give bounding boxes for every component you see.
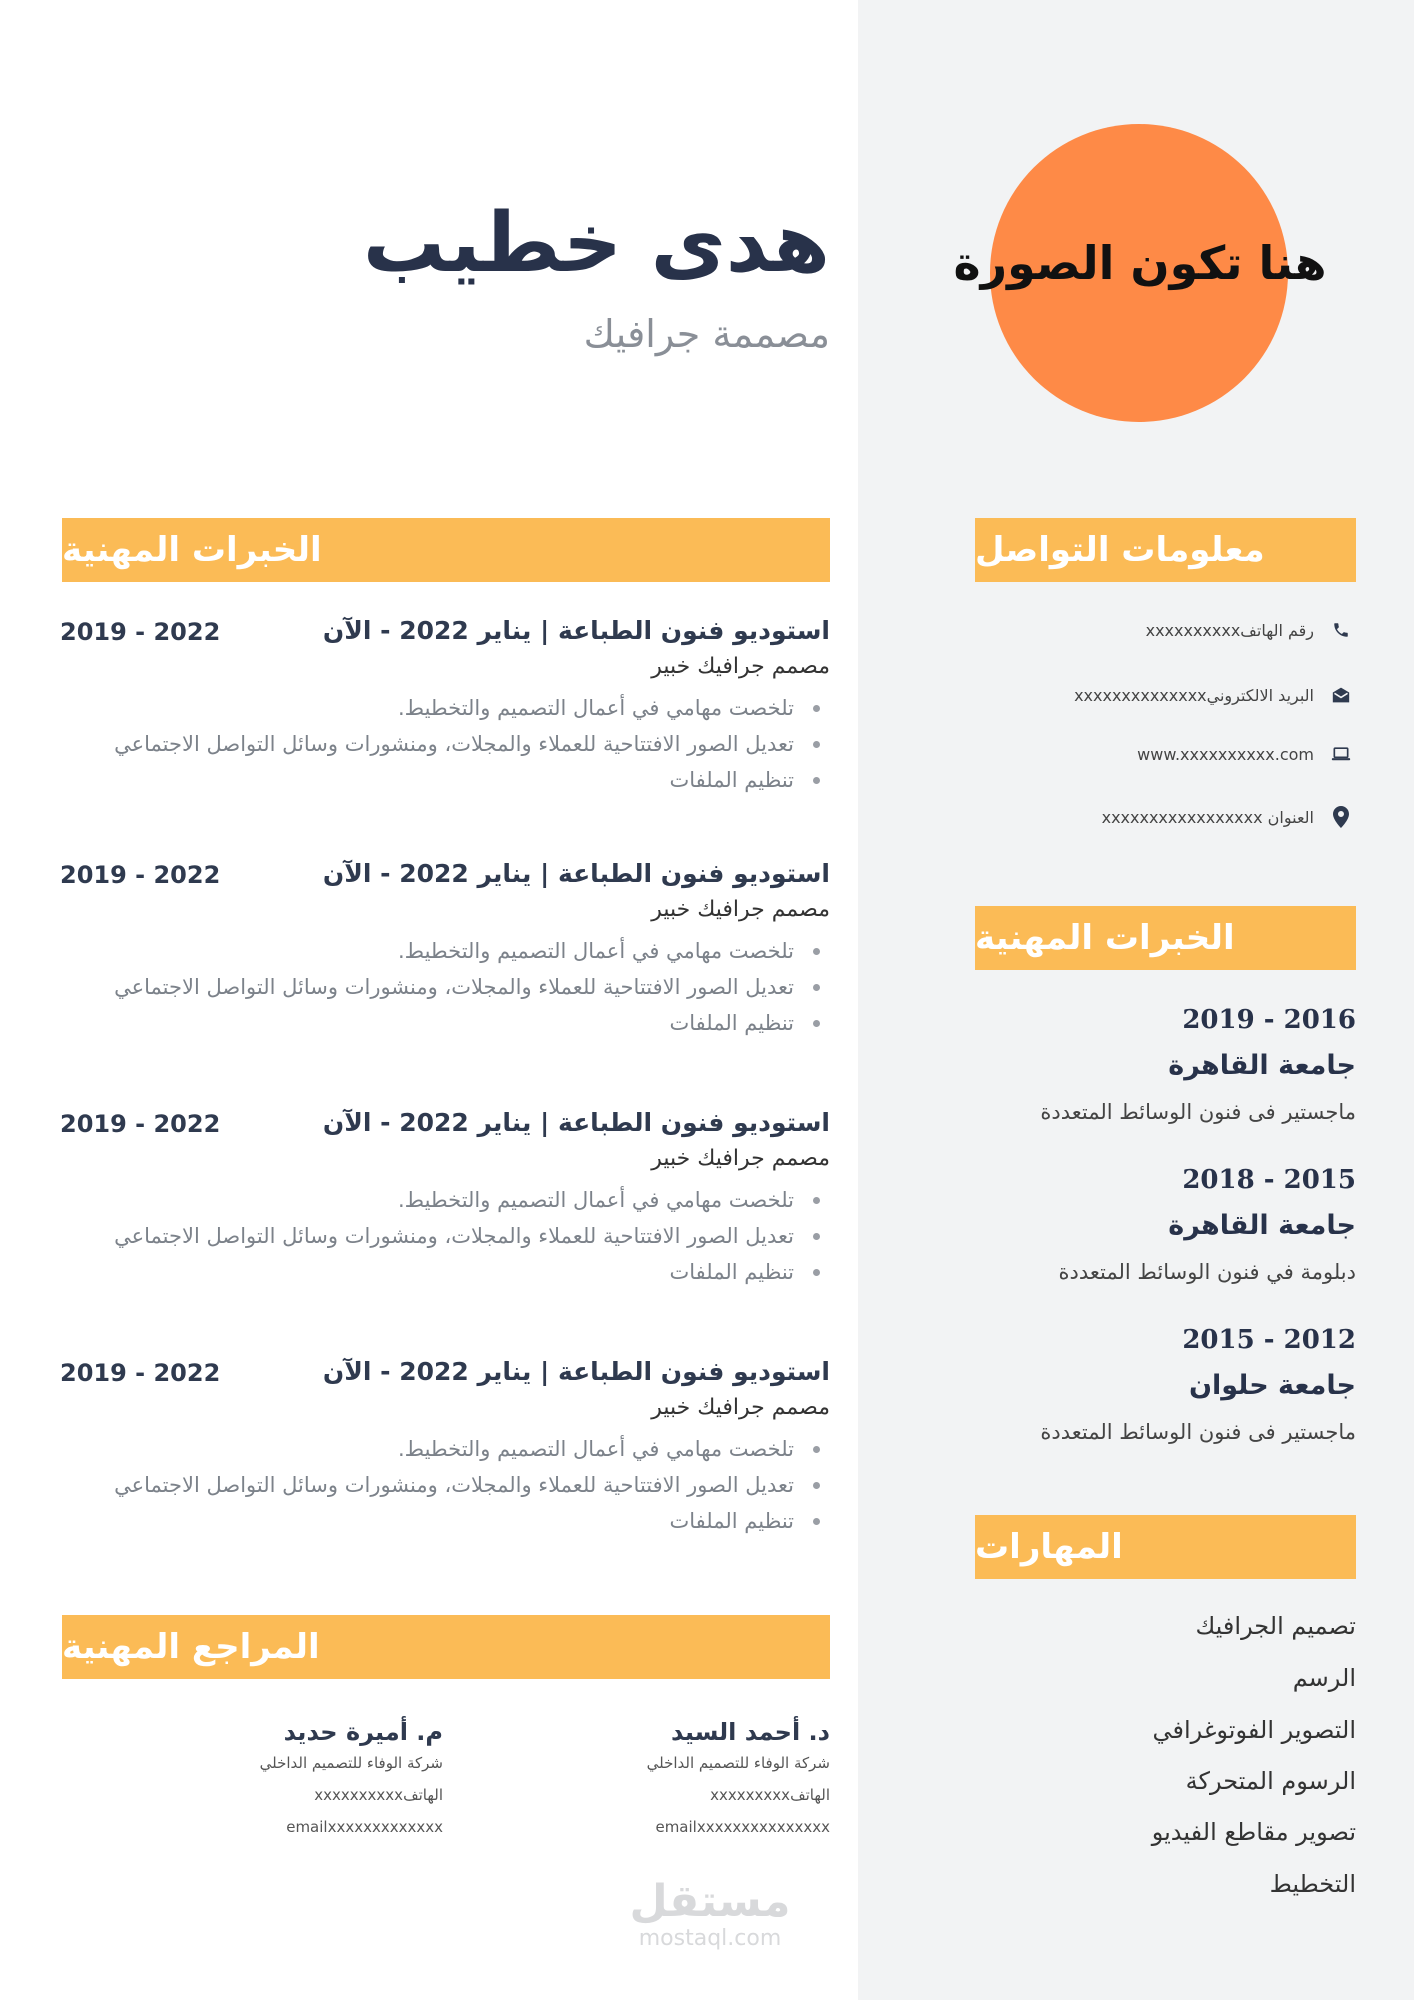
job-company-date: استوديو فنون الطباعة | يناير 2022 - الآن xyxy=(322,1357,830,1386)
reference-email: emailxxxxxxxxxxxxxxx xyxy=(655,1818,830,1836)
education-university: جامعة حلوان xyxy=(1188,1370,1356,1401)
job-duty-item: تنظيم الملفات xyxy=(60,1005,830,1041)
job-duties-list xyxy=(60,1431,830,1539)
contact-website-text: www.xxxxxxxxxx.com xyxy=(1137,744,1314,764)
laptop-icon xyxy=(1330,743,1352,765)
job-role: مصمم جرافيك خبير xyxy=(651,1146,830,1171)
contact-email-text: البريد الالكترونيxxxxxxxxxxxxxx xyxy=(1074,685,1314,705)
reference-company: شركة الوفاء للتصميم الداخلي xyxy=(259,1754,443,1772)
person-job-title: مصممة جرافيك xyxy=(583,312,830,356)
job-duty-item: تعديل الصور الافتتاحية للعملاء والمجلات، ومنشورات وسائل التواصل الاجتماعي xyxy=(60,1467,830,1503)
contact-address-text: العنوان xxxxxxxxxxxxxxxxx xyxy=(1101,807,1314,827)
job-role: مصمم جرافيك خبير xyxy=(651,1395,830,1420)
job-duty-item: تنظيم الملفات xyxy=(60,1254,830,1290)
envelope-icon xyxy=(1330,684,1352,706)
job-company-date: استوديو فنون الطباعة | يناير 2022 - الآن xyxy=(322,859,830,888)
experience-section-heading: الخبرات المهنية xyxy=(62,518,830,582)
education-section-heading: الخبرات المهنية xyxy=(975,906,1356,970)
skill-item: تصوير مقاطع الفيديو xyxy=(1151,1818,1356,1846)
job-duties-list xyxy=(60,1182,830,1290)
job-duty-item: تلخصت مهامي في أعمال التصميم والتخطيط. xyxy=(60,1182,830,1218)
job-duty-item: تلخصت مهامي في أعمال التصميم والتخطيط. xyxy=(60,690,830,726)
references-section-heading: المراجع المهنية xyxy=(62,1615,830,1679)
mostaql-watermark xyxy=(600,1878,820,1951)
photo-placeholder-label: هنا تكون الصورة xyxy=(953,236,1327,290)
skill-item: تصميم الجرافيك xyxy=(1195,1612,1356,1640)
phone-icon xyxy=(1330,619,1352,641)
reference-name: م. أميرة حديد xyxy=(283,1718,443,1746)
reference-entry xyxy=(203,1718,443,1850)
reference-email: emailxxxxxxxxxxxxx xyxy=(286,1818,443,1836)
skill-item: الرسوم المتحركة xyxy=(1185,1767,1356,1795)
reference-entry xyxy=(590,1718,830,1850)
skills-section-heading: المهارات xyxy=(975,1515,1356,1579)
job-duty-item: تعديل الصور الافتتاحية للعملاء والمجلات، ومنشورات وسائل التواصل الاجتماعي xyxy=(60,969,830,1005)
watermark-latin: mostaql.com xyxy=(638,1926,782,1951)
watermark-arabic: مستقل xyxy=(629,1876,791,1927)
reference-company: شركة الوفاء للتصميم الداخلي xyxy=(646,1754,830,1772)
contact-section-heading: معلومات التواصل xyxy=(975,518,1356,582)
contact-email-row xyxy=(960,678,1352,712)
job-company-date: استوديو فنون الطباعة | يناير 2022 - الآن xyxy=(322,1108,830,1137)
job-duty-item: تلخصت مهامي في أعمال التصميم والتخطيط. xyxy=(60,1431,830,1467)
education-years: 2015 - 2018 xyxy=(1182,1165,1356,1195)
contact-address-row xyxy=(960,800,1352,834)
person-name: هدى خطيب xyxy=(362,196,830,291)
job-years: 2019 - 2022 xyxy=(60,861,221,889)
contact-website-row xyxy=(960,737,1352,771)
education-university: جامعة القاهرة xyxy=(1168,1210,1356,1241)
skill-item: التخطيط xyxy=(1269,1870,1356,1898)
education-years: 2016 - 2019 xyxy=(1182,1005,1356,1035)
education-degree: ماجستير فى فنون الوسائط المتعددة xyxy=(1040,1420,1356,1444)
job-duty-item: تنظيم الملفات xyxy=(60,1503,830,1539)
reference-phone: الهاتفxxxxxxxxxx xyxy=(314,1786,443,1804)
job-duties-list xyxy=(60,690,830,798)
job-role: مصمم جرافيك خبير xyxy=(651,654,830,679)
education-degree: دبلومة في فنون الوسائط المتعددة xyxy=(1058,1260,1356,1284)
location-pin-icon xyxy=(1330,806,1352,828)
job-duty-item: تلخصت مهامي في أعمال التصميم والتخطيط. xyxy=(60,933,830,969)
contact-phone-text: رقم الهاتفxxxxxxxxxx xyxy=(1145,620,1314,640)
job-years: 2019 - 2022 xyxy=(60,618,221,646)
skill-item: التصوير الفوتوغرافي xyxy=(1152,1716,1356,1744)
job-years: 2019 - 2022 xyxy=(60,1359,221,1387)
education-years: 2012 - 2015 xyxy=(1182,1325,1356,1355)
job-duty-item: تعديل الصور الافتتاحية للعملاء والمجلات، ومنشورات وسائل التواصل الاجتماعي xyxy=(60,1218,830,1254)
skill-item: الرسم xyxy=(1292,1664,1356,1692)
reference-name: د. أحمد السيد xyxy=(671,1718,830,1746)
job-role: مصمم جرافيك خبير xyxy=(651,897,830,922)
job-years: 2019 - 2022 xyxy=(60,1110,221,1138)
job-company-date: استوديو فنون الطباعة | يناير 2022 - الآن xyxy=(322,616,830,645)
contact-phone-row xyxy=(960,613,1352,647)
education-degree: ماجستير فى فنون الوسائط المتعددة xyxy=(1040,1100,1356,1124)
job-duties-list xyxy=(60,933,830,1041)
education-university: جامعة القاهرة xyxy=(1168,1050,1356,1081)
job-duty-item: تنظيم الملفات xyxy=(60,762,830,798)
job-duty-item: تعديل الصور الافتتاحية للعملاء والمجلات، ومنشورات وسائل التواصل الاجتماعي xyxy=(60,726,830,762)
reference-phone: الهاتفxxxxxxxxx xyxy=(710,1786,830,1804)
